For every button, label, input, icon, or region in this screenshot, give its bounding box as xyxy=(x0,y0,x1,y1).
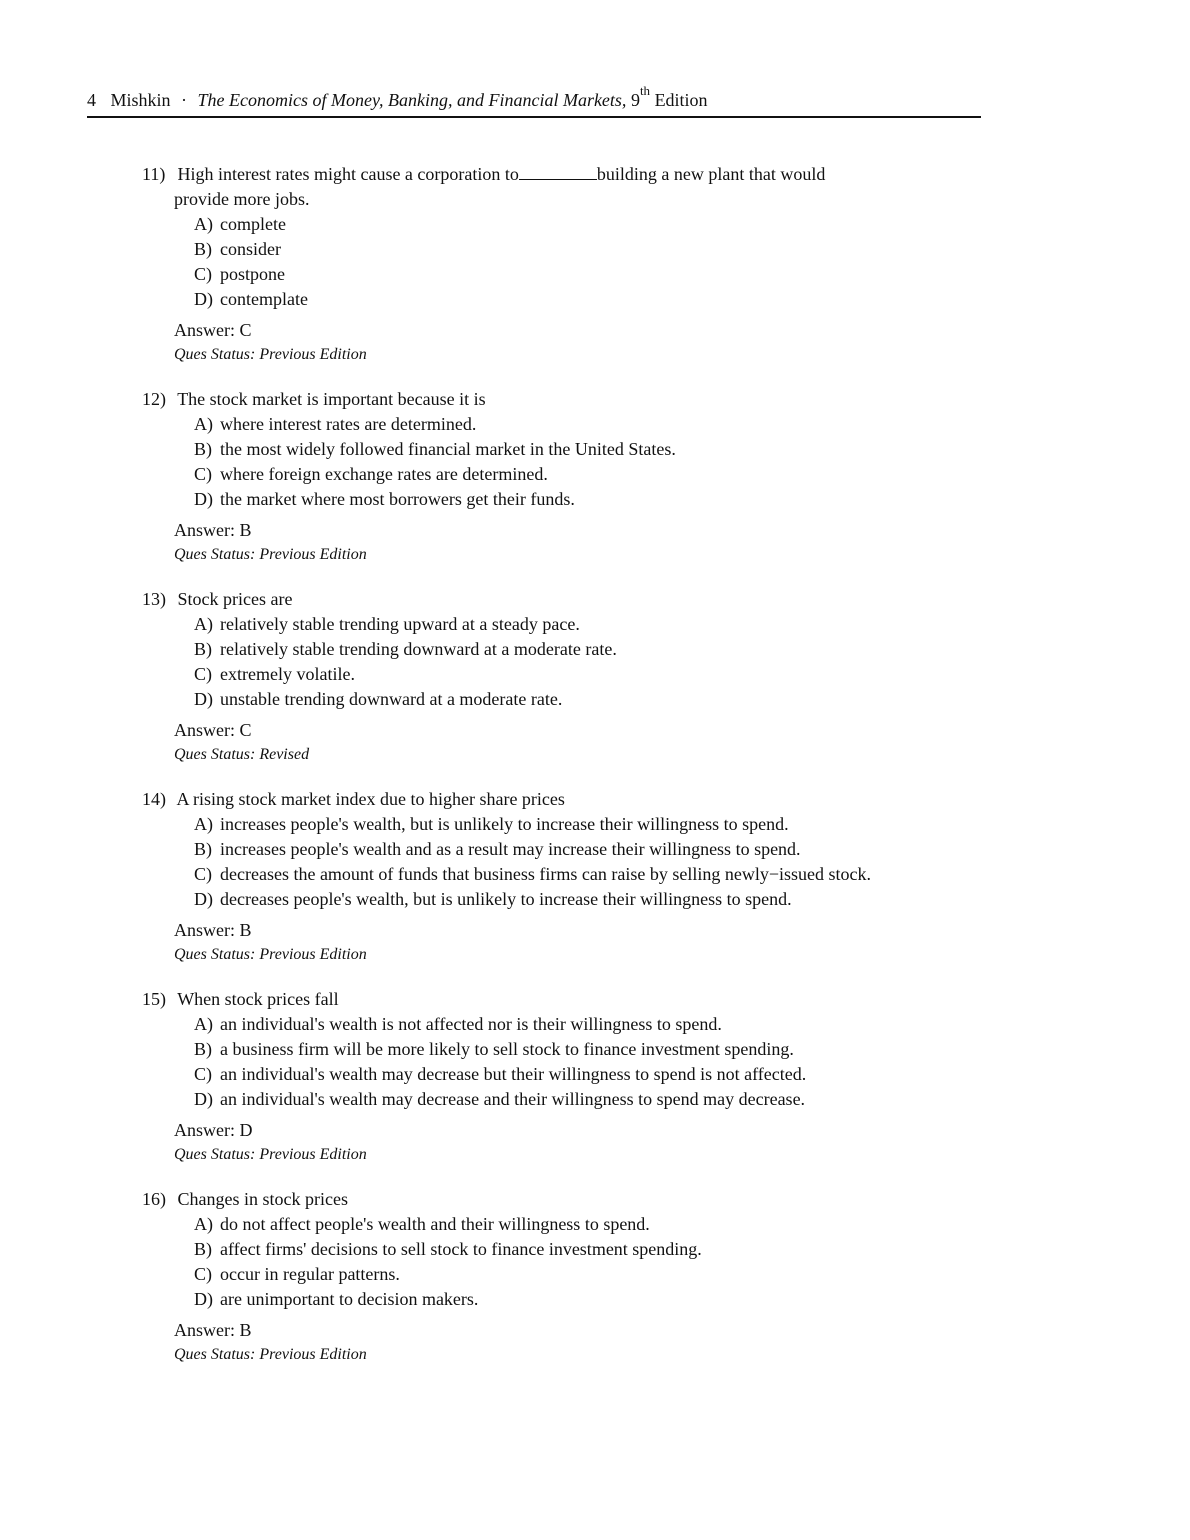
question-11 xyxy=(142,162,1002,367)
option-a: A) an individual's wealth is not affected nor is their willingness to spend. xyxy=(194,1014,722,1034)
question-number: 12) xyxy=(142,389,166,409)
option-a: A) increases people's wealth, but is unlikely to increase their willingness to spend. xyxy=(194,814,789,834)
option-d: D) are unimportant to decision makers. xyxy=(194,1289,479,1309)
question-stem xyxy=(142,1187,1002,1212)
question-stem-text: Changes in stock prices xyxy=(177,1189,348,1209)
option-c: C) occur in regular patterns. xyxy=(194,1264,400,1284)
question-status: Ques Status: Previous Edition xyxy=(174,1146,367,1163)
question-15 xyxy=(142,987,1002,1167)
question-16 xyxy=(142,1187,1002,1367)
question-stem xyxy=(142,387,1002,412)
question-stem-text: A rising stock market index due to higher share prices xyxy=(176,789,565,809)
question-number: 16) xyxy=(142,1189,166,1209)
option-d: D) unstable trending downward at a moderate rate. xyxy=(194,689,563,709)
header-book-title: The Economics of Money, Banking, and Financial Markets, xyxy=(197,90,627,110)
question-13 xyxy=(142,587,1002,767)
header-separator: · xyxy=(181,90,188,110)
option-list xyxy=(142,412,1002,512)
option-c: C) where foreign exchange rates are determined. xyxy=(194,464,548,484)
answer: Answer: B xyxy=(174,520,252,540)
question-status: Ques Status: Previous Edition xyxy=(174,346,367,363)
option-list xyxy=(142,212,1002,312)
answer: Answer: B xyxy=(174,920,252,940)
option-list xyxy=(142,1212,1002,1312)
answer: Answer: C xyxy=(174,720,252,740)
question-stem-continued: provide more jobs. xyxy=(174,189,310,209)
option-b: B) increases people's wealth and as a result may increase their willingness to spend. xyxy=(194,839,801,859)
question-number: 14) xyxy=(142,789,166,809)
option-d: D) the market where most borrowers get their funds. xyxy=(194,489,575,509)
answer: Answer: D xyxy=(174,1120,253,1140)
question-14 xyxy=(142,787,1002,967)
option-a: A) do not affect people's wealth and their willingness to spend. xyxy=(194,1214,650,1234)
option-b: B) the most widely followed financial market in the United States. xyxy=(194,439,676,459)
option-list xyxy=(142,1012,1002,1112)
question-stem-text: The stock market is important because it is xyxy=(177,389,486,409)
option-c: C) postpone xyxy=(194,264,285,284)
question-status: Ques Status: Previous Edition xyxy=(174,1346,367,1363)
option-a: A) where interest rates are determined. xyxy=(194,414,477,434)
header-edition-number: 9 xyxy=(630,90,640,110)
question-stem xyxy=(142,162,1002,187)
question-number: 13) xyxy=(142,589,166,609)
answer: Answer: C xyxy=(174,320,252,340)
question-stem-text: Stock prices are xyxy=(177,589,293,609)
question-stem xyxy=(142,587,1002,612)
header-author: Mishkin xyxy=(110,90,171,110)
question-status: Ques Status: Previous Edition xyxy=(174,946,367,963)
option-c: C) decreases the amount of funds that business firms can raise by selling newly−issued stock. xyxy=(194,864,872,884)
option-a: A) relatively stable trending upward at a steady pace. xyxy=(194,614,580,634)
fill-in-blank xyxy=(519,163,597,180)
option-b: B) a business firm will be more likely to sell stock to finance investment spending. xyxy=(194,1039,794,1059)
option-list xyxy=(142,812,1002,912)
option-list xyxy=(142,612,1002,712)
question-list xyxy=(142,162,1002,1387)
question-stem xyxy=(142,787,1002,812)
question-status: Ques Status: Revised xyxy=(174,746,310,763)
header-edition-word: Edition xyxy=(654,90,708,110)
question-number: 15) xyxy=(142,989,166,1009)
header-edition-superscript: th xyxy=(639,83,651,98)
option-d: D) contemplate xyxy=(194,289,308,309)
question-status: Ques Status: Previous Edition xyxy=(174,546,367,563)
option-d: D) decreases people's wealth, but is unlikely to increase their willingness to spend. xyxy=(194,889,792,909)
question-stem-text: When stock prices fall xyxy=(177,989,339,1009)
question-number: 11) xyxy=(142,164,166,184)
option-a: A) complete xyxy=(194,214,286,234)
option-b: B) affect firms' decisions to sell stock to finance investment spending. xyxy=(194,1239,702,1259)
option-b: B) consider xyxy=(194,239,281,259)
option-d: D) an individual's wealth may decrease and their willingness to spend may decrease. xyxy=(194,1089,806,1109)
option-b: B) relatively stable trending downward at a moderate rate. xyxy=(194,639,617,659)
question-stem-before-blank: High interest rates might cause a corporation to xyxy=(177,164,519,184)
question-12 xyxy=(142,387,1002,567)
option-c: C) an individual's wealth may decrease but their willingness to spend is not affected. xyxy=(194,1064,807,1084)
answer: Answer: B xyxy=(174,1320,252,1340)
page-header xyxy=(87,83,981,118)
question-stem-after-blank: building a new plant that would xyxy=(596,164,826,184)
question-stem xyxy=(142,987,1002,1012)
option-c: C) extremely volatile. xyxy=(194,664,355,684)
page-number: 4 xyxy=(87,90,96,110)
